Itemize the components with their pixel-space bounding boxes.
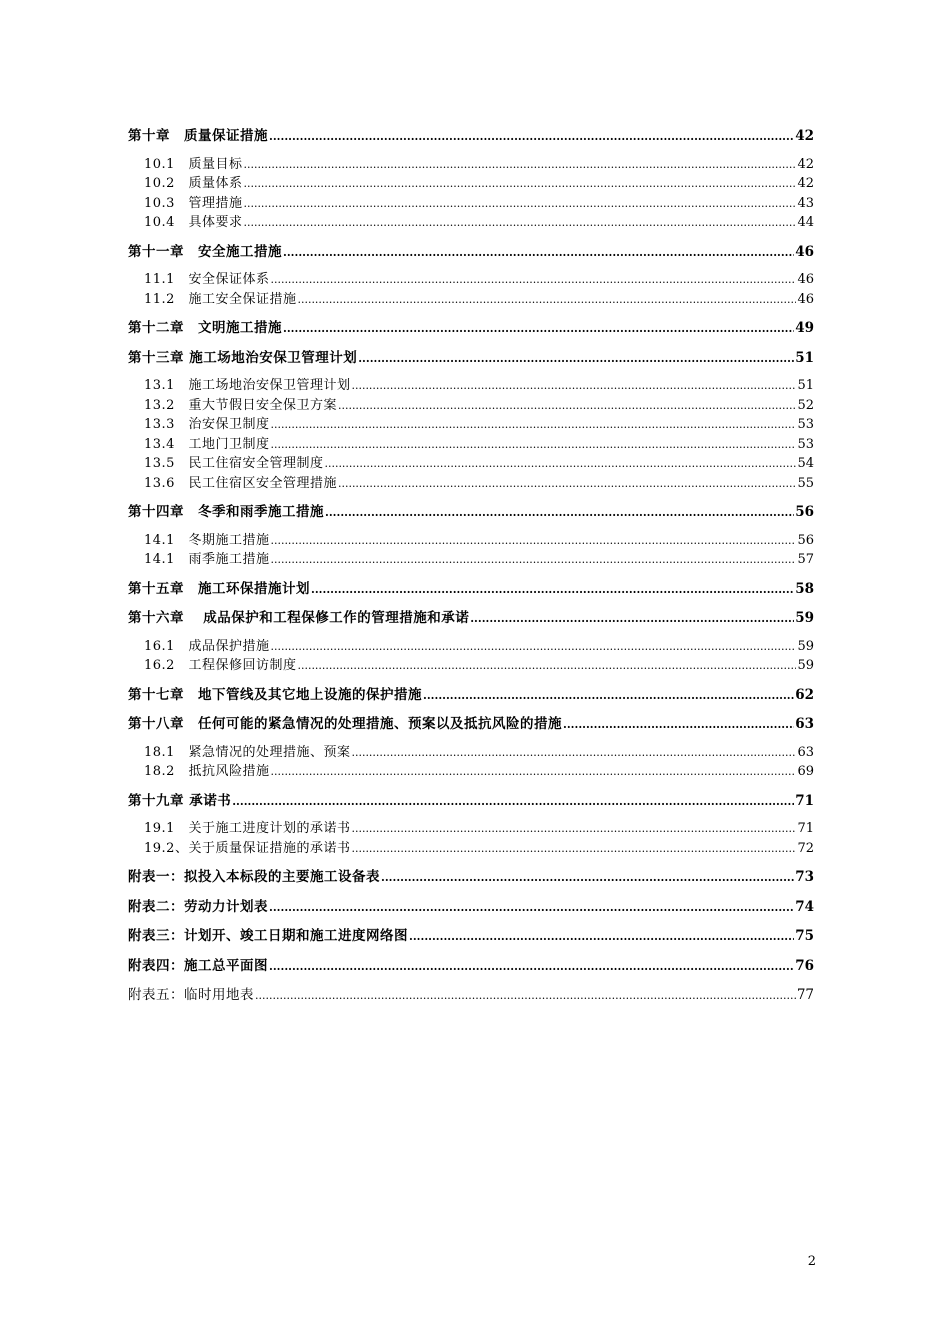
dot-leader xyxy=(423,686,794,706)
dot-leader xyxy=(232,792,794,812)
dot-leader xyxy=(270,550,796,570)
dot-leader xyxy=(270,637,796,657)
toc-entry-page: 55 xyxy=(797,475,814,491)
page-number: 2 xyxy=(807,1254,816,1269)
toc-entry-title: 18.2 抵抗风险措施 xyxy=(144,764,270,779)
toc-entry-page: 51 xyxy=(795,349,814,366)
toc-entry-page: 71 xyxy=(797,821,814,836)
toc-entry-title: 19.1 关于施工进度计划的承诺书 xyxy=(144,821,351,836)
toc-section-entry[interactable] xyxy=(128,396,814,416)
dot-leader xyxy=(269,127,794,147)
dot-leader xyxy=(243,213,796,233)
toc-entry-page: 46 xyxy=(795,243,814,260)
toc-entry-page: 54 xyxy=(797,456,814,471)
toc-section-entry[interactable] xyxy=(128,762,814,782)
toc-entry-page: 53 xyxy=(797,436,814,452)
dot-leader xyxy=(325,503,794,523)
toc-entry-page: 63 xyxy=(797,744,814,760)
toc-entry-page: 52 xyxy=(797,397,814,413)
toc-section-entry[interactable] xyxy=(128,819,814,839)
toc-entry-page: 56 xyxy=(795,504,814,520)
toc-section-entry[interactable] xyxy=(128,550,814,570)
toc-entry-page: 76 xyxy=(795,957,814,974)
toc-chapter-entry[interactable] xyxy=(128,957,814,977)
toc-chapter-entry[interactable] xyxy=(128,986,814,1006)
toc-entry-page: 73 xyxy=(795,869,814,885)
dot-leader xyxy=(270,435,796,455)
dot-leader xyxy=(324,454,796,474)
toc-entry-page: 58 xyxy=(795,580,814,597)
toc-chapter-entry[interactable] xyxy=(128,609,814,629)
dot-leader xyxy=(269,957,794,977)
toc-entry-page: 72 xyxy=(797,840,814,856)
toc-section-entry[interactable] xyxy=(128,270,814,290)
toc-entry-title: 13.6 民工住宿区安全管理措施 xyxy=(144,475,337,491)
toc-section-entry[interactable] xyxy=(128,155,814,175)
toc-entry-title: 第十八章 任何可能的紧急情况的处理措施、预案以及抵抗风险的措施 xyxy=(128,716,562,732)
toc-entry-page: 42 xyxy=(797,176,814,191)
dot-leader xyxy=(351,819,796,839)
dot-leader xyxy=(470,609,794,629)
toc-entry-title: 16.2 工程保修回访制度 xyxy=(144,658,297,673)
toc-section-entry[interactable] xyxy=(128,194,814,214)
dot-leader xyxy=(255,986,796,1006)
dot-leader xyxy=(270,270,796,290)
toc-entry-title: 13.3 治安保卫制度 xyxy=(144,417,270,432)
toc-section-entry[interactable] xyxy=(128,415,814,435)
toc-entry-title: 19.2、关于质量保证措施的承诺书 xyxy=(144,840,351,856)
dot-leader xyxy=(243,174,796,194)
dot-leader xyxy=(270,415,796,435)
toc-entry-page: 74 xyxy=(795,898,814,915)
toc-entry-title: 10.4 具体要求 xyxy=(144,215,243,230)
toc-section-entry[interactable] xyxy=(128,435,814,455)
dot-leader xyxy=(338,396,797,416)
dot-leader xyxy=(351,376,796,396)
toc-entry-title: 10.3 管理措施 xyxy=(144,195,243,211)
toc-entry-title: 13.1 施工场地治安保卫管理计划 xyxy=(144,378,351,393)
toc-entry-title: 14.1 雨季施工措施 xyxy=(144,552,270,567)
toc-entry-page: 44 xyxy=(797,215,814,230)
dot-leader xyxy=(351,743,796,763)
toc-chapter-entry[interactable] xyxy=(128,792,814,812)
toc-entry-title: 11.1 安全保证体系 xyxy=(144,272,270,287)
toc-entry-page: 77 xyxy=(796,987,814,1003)
toc-entry-title: 16.1 成品保护措施 xyxy=(144,638,270,654)
toc-entry-page: 56 xyxy=(797,532,814,548)
toc-entry-page: 46 xyxy=(797,291,814,307)
dot-leader xyxy=(351,839,796,859)
toc-chapter-entry[interactable] xyxy=(128,580,814,600)
toc-section-entry[interactable] xyxy=(128,637,814,657)
toc-section-entry[interactable] xyxy=(128,213,814,233)
toc-section-entry[interactable] xyxy=(128,174,814,194)
toc-chapter-entry[interactable] xyxy=(128,127,814,147)
toc-entry-title: 附表四：施工总平面图 xyxy=(128,957,268,974)
toc-entry-title: 附表五：临时用地表 xyxy=(128,987,254,1003)
toc-entry-title: 第十七章 地下管线及其它地上设施的保护措施 xyxy=(128,686,422,703)
toc-entry-title: 第十九章 承诺书 xyxy=(128,792,232,809)
toc-entry-title: 第十一章 安全施工措施 xyxy=(128,243,282,260)
toc-entry-title: 18.1 紧急情况的处理措施、预案 xyxy=(144,744,351,760)
toc-entry-title: 10.1 质量目标 xyxy=(144,156,243,172)
dot-leader xyxy=(563,715,794,735)
toc-entry-page: 59 xyxy=(795,610,814,626)
dot-leader xyxy=(297,656,796,676)
toc-section-entry[interactable] xyxy=(128,474,814,494)
toc-entry-title: 13.2 重大节假日安全保卫方案 xyxy=(144,397,337,413)
dot-leader xyxy=(358,349,794,369)
dot-leader xyxy=(409,927,794,947)
toc-entry-title: 10.2 质量体系 xyxy=(144,176,243,191)
dot-leader xyxy=(338,474,797,494)
dot-leader xyxy=(270,531,796,551)
toc-entry-page: 42 xyxy=(795,128,814,144)
toc-chapter-entry[interactable] xyxy=(128,868,814,888)
dot-leader xyxy=(270,762,796,782)
dot-leader xyxy=(269,898,794,918)
toc-entry-page: 53 xyxy=(797,417,814,432)
toc-chapter-entry[interactable] xyxy=(128,715,814,735)
toc-entry-page: 49 xyxy=(795,320,814,336)
toc-entry-page: 46 xyxy=(797,272,814,287)
toc-entry-title: 附表三：计划开、竣工日期和施工进度网络图 xyxy=(128,928,408,944)
toc-entry-title: 13.5 民工住宿安全管理制度 xyxy=(144,456,324,471)
toc-entry-page: 71 xyxy=(795,792,814,809)
toc-entry-page: 59 xyxy=(797,658,814,673)
toc-section-entry[interactable] xyxy=(128,531,814,551)
toc-chapter-entry[interactable] xyxy=(128,349,814,369)
toc-section-entry[interactable] xyxy=(128,376,814,396)
toc-entry-title: 11.2 施工安全保证措施 xyxy=(144,291,297,307)
toc-entry-title: 第十四章 冬季和雨季施工措施 xyxy=(128,504,324,520)
toc-entry-title: 第十六章 成品保护和工程保修工作的管理措施和承诺 xyxy=(128,610,470,626)
dot-leader xyxy=(243,155,796,175)
toc-chapter-entry[interactable] xyxy=(128,503,814,523)
toc-section-entry[interactable] xyxy=(128,454,814,474)
toc-entry-page: 69 xyxy=(797,764,814,779)
toc-entry-page: 43 xyxy=(797,195,814,211)
toc-chapter-entry[interactable] xyxy=(128,243,814,263)
toc-chapter-entry[interactable] xyxy=(128,898,814,918)
dot-leader xyxy=(283,243,794,263)
dot-leader xyxy=(243,194,796,214)
toc-entry-title: 第十三章 施工场地治安保卫管理计划 xyxy=(128,349,358,366)
toc-chapter-entry[interactable] xyxy=(128,686,814,706)
toc-section-entry[interactable] xyxy=(128,743,814,763)
toc-entry-page: 75 xyxy=(795,928,814,944)
toc-entry-title: 第十五章 施工环保措施计划 xyxy=(128,580,310,597)
toc-entry-title: 第十二章 文明施工措施 xyxy=(128,320,282,336)
table-of-contents xyxy=(128,127,814,1006)
dot-leader xyxy=(381,868,794,888)
dot-leader xyxy=(283,319,794,339)
toc-entry-title: 14.1 冬期施工措施 xyxy=(144,532,270,548)
toc-section-entry[interactable] xyxy=(128,839,814,859)
toc-chapter-entry[interactable] xyxy=(128,319,814,339)
toc-entry-title: 附表一：拟投入本标段的主要施工设备表 xyxy=(128,869,380,885)
toc-entry-page: 62 xyxy=(795,686,814,703)
toc-entry-title: 第十章 质量保证措施 xyxy=(128,128,268,144)
dot-leader xyxy=(311,580,794,600)
toc-entry-page: 42 xyxy=(797,156,814,172)
toc-entry-page: 57 xyxy=(797,552,814,567)
toc-chapter-entry[interactable] xyxy=(128,927,814,947)
toc-section-entry[interactable] xyxy=(128,656,814,676)
toc-entry-title: 13.4 工地门卫制度 xyxy=(144,436,270,452)
toc-entry-page: 51 xyxy=(797,378,814,393)
toc-section-entry[interactable] xyxy=(128,290,814,310)
toc-entry-title: 附表二：劳动力计划表 xyxy=(128,898,268,915)
dot-leader xyxy=(297,290,796,310)
toc-entry-page: 59 xyxy=(797,638,814,654)
toc-entry-page: 63 xyxy=(795,716,814,732)
